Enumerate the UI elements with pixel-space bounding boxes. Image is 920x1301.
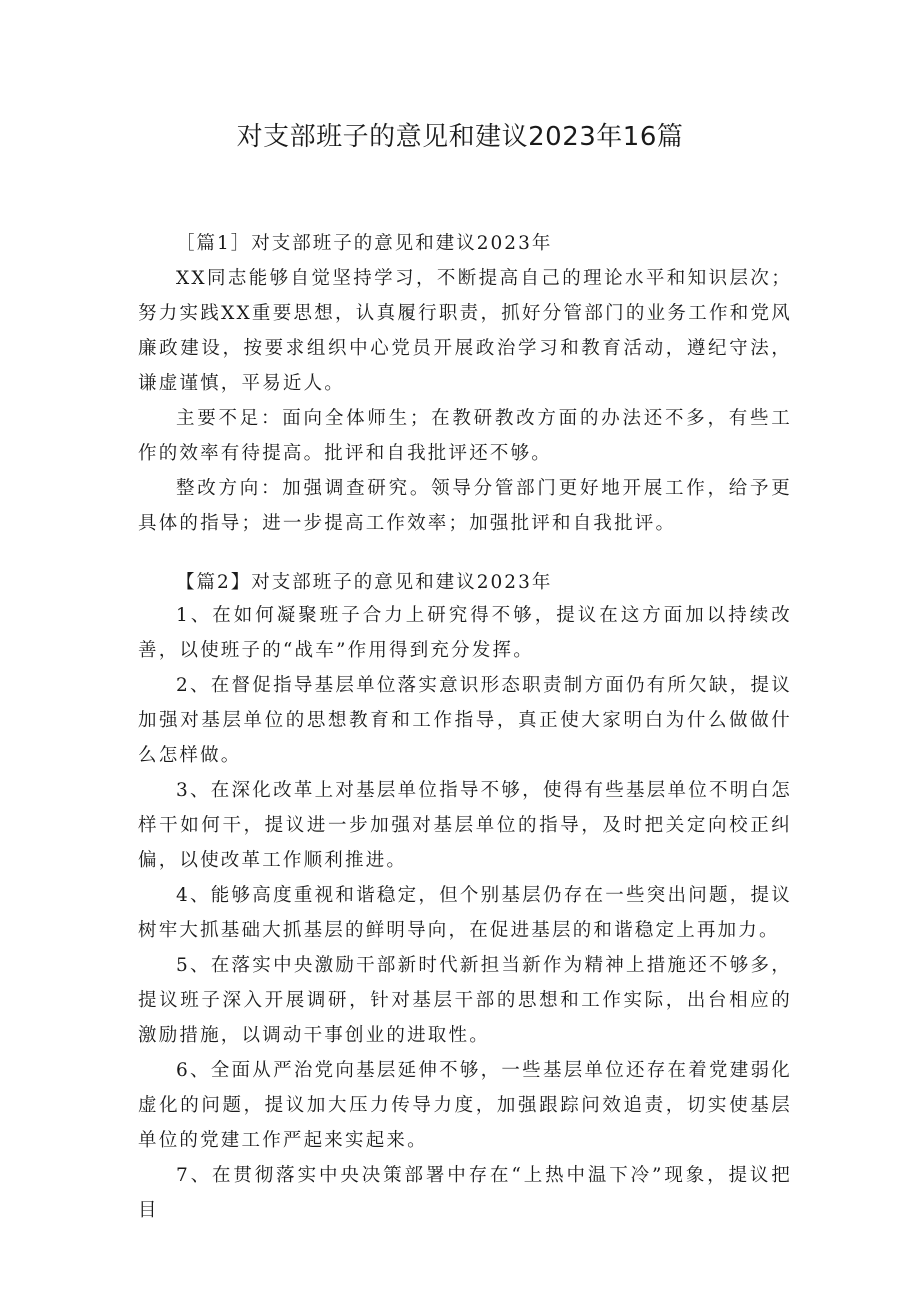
section-2-heading: 【篇2】对支部班子的意见和建议2023年 [176,572,553,593]
section-2-item-4: 4、能够高度重视和谐稳定，但个别基层仍存在一些突出问题，提议树牢大抓基础大抓基层的鲜明导向，在促进基层的和谐稳定上再加力。 [138,885,792,941]
section-1-heading: ［篇1］对支部班子的意见和建议2023年 [176,233,553,254]
section-2-item-3: 3、在深化改革上对基层单位指导不够，使得有些基层单位不明白怎样干如何干，提议进一步加强对基层单位的指导，及时把关定向校正纠偏，以使改革工作顺利推进。 [138,780,792,871]
section-1-body [138,261,792,541]
section-2-item-2: 2、在督促指导基层单位落实意识形态职责制方面仍有所欠缺，提议加强对基层单位的思想教育和工作指导，真正使大家明白为什么做做什么怎样做。 [138,675,792,766]
section-1-paragraph-3: 整改方向：加强调查研究。领导分管部门更好地开展工作，给予更具体的指导；进一步提高工作效率；加强批评和自我批评。 [138,478,792,534]
section-2-item-7: 7、在贯彻落实中央决策部署中存在“上热中温下冷”现象，提议把目 [138,1165,792,1221]
section-2-item-5: 5、在落实中央激励干部新时代新担当新作为精神上措施还不够多，提议班子深入开展调研，针对基层干部的思想和工作实际，出台相应的激励措施，以调动干事创业的进取性。 [138,955,792,1046]
section-2-item-6: 6、全面从严治党向基层延伸不够，一些基层单位还存在着党建弱化虚化的问题，提议加大压力传导力度，加强跟踪问效追责，切实使基层单位的党建工作严起来实起来。 [138,1060,792,1151]
section-1-paragraph-2: 主要不足：面向全体师生；在教研教改方面的办法还不多，有些工作的效率有待提高。批评和自我批评还不够。 [138,408,792,464]
section-2-body [138,598,792,1228]
document-title: 对支部班子的意见和建议2023年16篇 [236,122,684,152]
section-2-item-1: 1、在如何凝聚班子合力上研究得不够，提议在这方面加以持续改善，以使班子的“战车”作用得到充分发挥。 [138,605,792,661]
section-1-paragraph-1: XX同志能够自觉坚持学习，不断提高自己的理论水平和知识层次；努力实践XX重要思想，认真履行职责，抓好分管部门的业务工作和党风廉政建设，按要求组织中心党员开展政治学习和教育活动，遵纪守法，谦虚谨慎，平易近人。 [138,268,792,394]
